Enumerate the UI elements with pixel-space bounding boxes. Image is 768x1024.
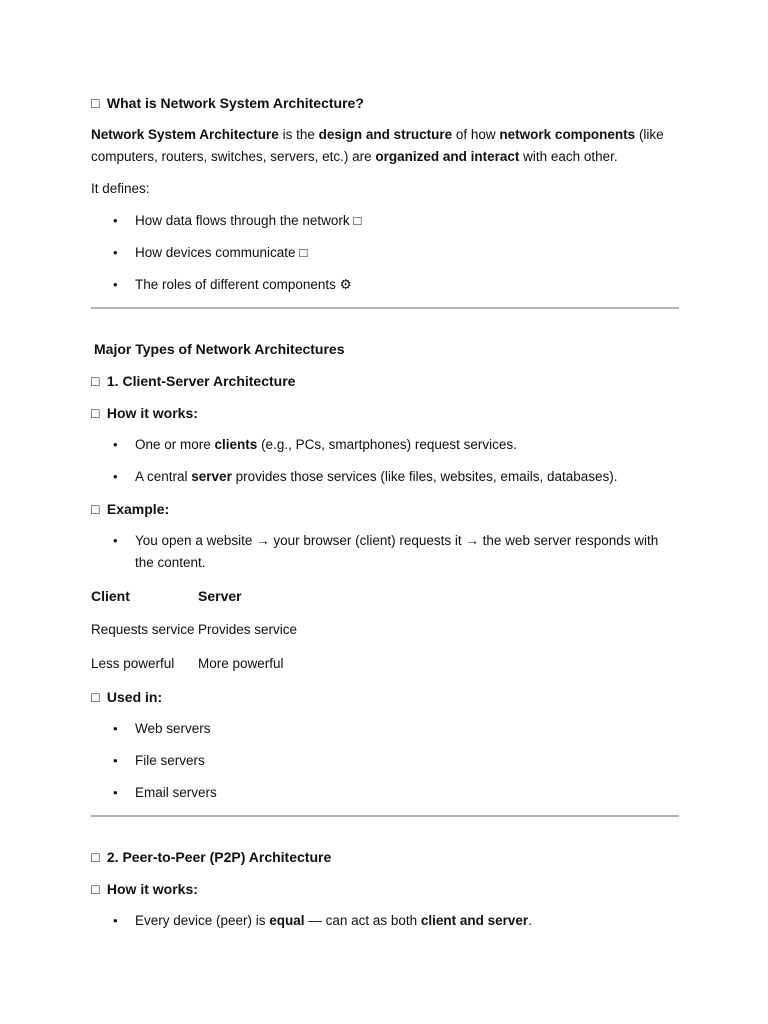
table-header-client: Client [91, 588, 130, 604]
intro-paragraph [91, 124, 679, 168]
bullet-icon: • [113, 277, 118, 292]
subsection-heading-p2p [91, 846, 679, 868]
box-icon: □ [299, 245, 308, 260]
section-heading-major-types: Major Types of Network Architectures [94, 341, 345, 357]
bold-term: equal [269, 913, 305, 928]
list-item [91, 242, 679, 264]
bullet-icon: • [113, 753, 118, 768]
list-item [91, 466, 679, 488]
table-cell: Requests service [91, 622, 195, 637]
how-it-works-heading [91, 402, 679, 424]
bullet-icon: • [113, 469, 118, 484]
text-run: (e.g., PCs, smartphones) request services. [257, 437, 517, 452]
table-header-server: Server [198, 588, 242, 604]
list-item [91, 910, 679, 932]
box-icon: □ [91, 849, 100, 865]
text-run: — can act as both [304, 913, 421, 928]
text-run: provides those services (like files, websites, emails, databases). [231, 469, 618, 484]
list-item-text: How devices communicate [135, 245, 296, 260]
text-run: . [528, 913, 532, 928]
subsection-heading-client-server [91, 370, 679, 392]
list-item [91, 210, 679, 232]
example-heading [91, 498, 679, 520]
list-item [91, 718, 679, 740]
how-it-works-heading [91, 878, 679, 900]
text-run: with each other. [519, 149, 618, 164]
horizontal-rule [91, 815, 679, 817]
text-run: A central [135, 469, 192, 484]
heading-text: Used in: [106, 689, 163, 705]
heading-text: 2. Peer-to-Peer (P2P) Architecture [106, 849, 332, 865]
heading-text: How it works: [106, 405, 198, 421]
list-item [91, 434, 679, 456]
list-item-text: You open a website → your browser (client) requests it → the web server responds with the content. [135, 533, 659, 570]
table-cell: Less powerful [91, 656, 175, 671]
table-cell: Provides service [198, 622, 298, 637]
bullet-icon: • [113, 533, 118, 548]
list-item-text: The roles of different components [135, 277, 336, 292]
section-heading-what-is [91, 92, 679, 114]
list-item [91, 750, 679, 772]
table-cell: More powerful [198, 656, 284, 671]
defines-label: It defines: [91, 181, 150, 196]
box-icon: □ [91, 689, 100, 705]
list-item [91, 274, 679, 296]
used-in-heading [91, 686, 679, 708]
list-item-text: File servers [135, 753, 205, 768]
bullet-icon: • [113, 245, 118, 260]
bold-term: network components [499, 127, 636, 142]
box-icon: □ [91, 373, 100, 389]
box-icon: □ [91, 501, 100, 517]
bold-term: clients [214, 437, 258, 452]
bullet-icon: • [113, 721, 118, 736]
gear-icon: ⚙ [339, 277, 352, 292]
box-icon: □ [91, 405, 100, 421]
bold-term: Network System Architecture [91, 127, 279, 142]
bullet-icon: • [113, 437, 118, 452]
list-item-text: Web servers [135, 721, 211, 736]
box-icon: □ [91, 95, 100, 111]
bullet-icon: • [113, 913, 118, 928]
bold-term: server [191, 469, 232, 484]
bullet-icon: • [113, 785, 118, 800]
text-run: Every device (peer) is [135, 913, 270, 928]
text-run: (like computers, routers, switches, servers, etc.) are [91, 127, 664, 164]
bullet-icon: • [113, 213, 118, 228]
list-item [91, 782, 679, 804]
horizontal-rule [91, 307, 679, 309]
bold-term: design and structure [318, 127, 453, 142]
box-icon: □ [91, 881, 100, 897]
heading-text: Example: [106, 501, 170, 517]
text-run: of how [452, 127, 500, 142]
heading-text: What is Network System Architecture? [106, 95, 364, 111]
bold-term: client and server [420, 913, 529, 928]
text-run: One or more [135, 437, 215, 452]
bold-term: organized and interact [375, 149, 520, 164]
list-item [91, 530, 679, 574]
text-run: is the [278, 127, 319, 142]
heading-text: How it works: [106, 881, 198, 897]
list-item-text: How data flows through the network [135, 213, 350, 228]
list-item-text: Email servers [135, 785, 217, 800]
box-icon: □ [353, 213, 362, 228]
heading-text: 1. Client-Server Architecture [106, 373, 296, 389]
